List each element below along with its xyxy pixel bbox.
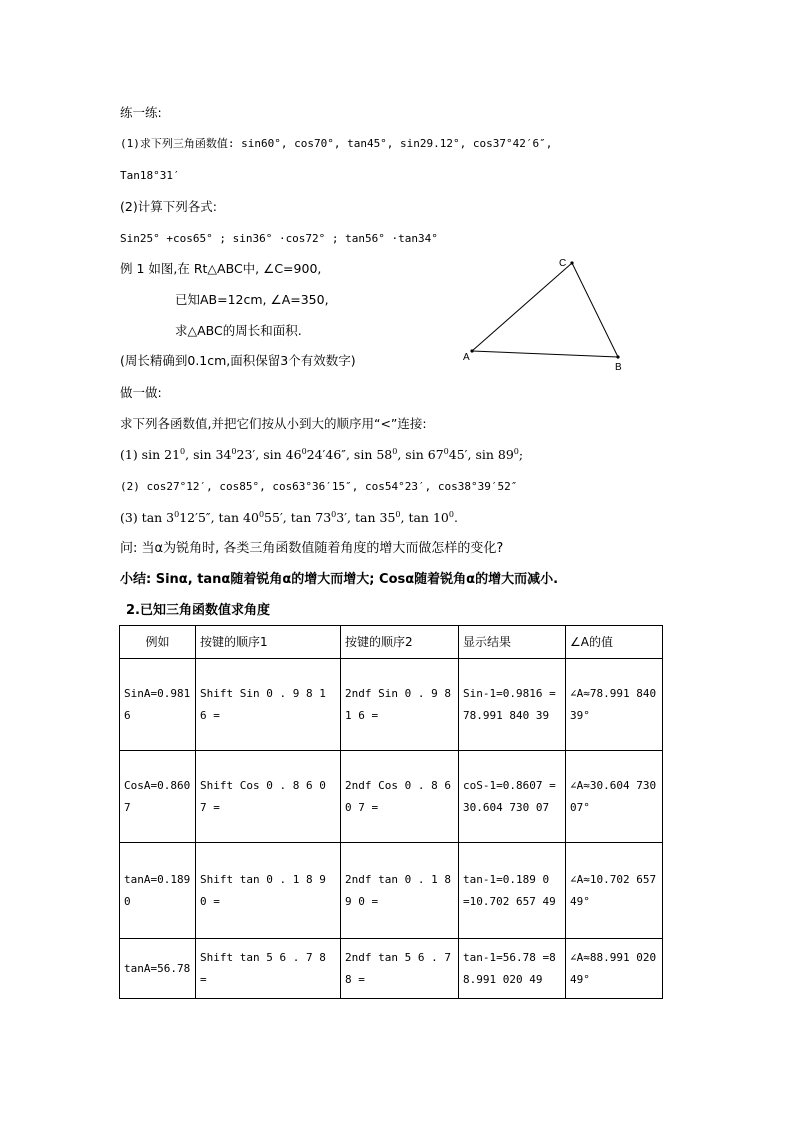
header-angle: ∠A的值	[566, 626, 663, 659]
cell-keys-1: Shift Sin 0 . 9 8 1 6 =	[196, 659, 341, 751]
cell-result: coS-1=0.8607 =30.604 730 07	[459, 751, 566, 843]
cell-example: tanA=56.78	[120, 939, 196, 999]
table-row	[120, 939, 663, 999]
table-row	[120, 659, 663, 751]
doit-summary: 小结: Sinα, tanα随着锐角α的增大而增大; Cosα随着锐角α的增大而减小.	[120, 572, 559, 587]
table-header-row	[120, 626, 663, 659]
example-line-4: (周长精确到0.1cm,面积保留3个有效数字)	[120, 353, 356, 368]
cell-angle: ∠A≈88.991 020 49°	[566, 939, 663, 999]
cell-keys-1: Shift tan 5 6 . 7 8 =	[196, 939, 341, 999]
example-line-3: 求△ABC的周长和面积.	[175, 323, 302, 338]
header-result: 显示结果	[459, 626, 566, 659]
cell-angle: ∠A≈10.702 657 49°	[566, 843, 663, 939]
header-keys-1: 按键的顺序1	[196, 626, 341, 659]
vertex-a-label: A	[463, 352, 470, 363]
triangle-diagram	[460, 255, 635, 375]
vertex-c-label: C	[559, 258, 567, 269]
doit-tan-list: (3) $\tan 3^012'5''$, $\tan 40^055'$, $\tan 73^03'$, $\tan 35^0$, $\tan 10^0$.	[120, 510, 458, 525]
cell-keys-2: 2ndf Sin 0 . 9 8 1 6 =	[341, 659, 459, 751]
side-ac	[472, 263, 572, 351]
table-row	[120, 751, 663, 843]
cell-result: Sin-1=0.9816 =78.991 840 39	[459, 659, 566, 751]
example-line-2: 已知AB=12cm, ∠A=350,	[175, 292, 329, 307]
cell-example: tanA=0.1890	[120, 843, 196, 939]
header-keys-2: 按键的顺序2	[341, 626, 459, 659]
vertex-b-label: B	[615, 362, 622, 373]
doit-cos-list: (2) cos27°12′, cos85°, cos63°36′15″, cos54°23′, cos38°39′52″	[120, 480, 518, 493]
practice-question-1-cont: Tan18°31′	[120, 169, 180, 182]
table-row	[120, 843, 663, 939]
cell-result: tan-1=0.189 0 =10.702 657 49	[459, 843, 566, 939]
cell-keys-2: 2ndf tan 5 6 . 7 8 =	[341, 939, 459, 999]
doit-question: 问: 当α为锐角时, 各类三角函数值随着角度的增大而做怎样的变化?	[120, 541, 504, 556]
practice-question-2: (2)计算下列各式:	[120, 199, 217, 214]
cell-keys-2: 2ndf Cos 0 . 8 6 0 7 =	[341, 751, 459, 843]
doit-sin-list: (1) $\sin 21^0$, $\sin 34^023'$, $\sin 46^024'46''$, $\sin 58^0$, $\sin 67^045'$, $\sin 89^0$;	[120, 447, 524, 462]
practice-question-1: (1)求下列三角函数值: sin60°, cos70°, tan45°, sin29.12°, cos37°42′6″,	[120, 137, 553, 150]
cell-angle: ∠A≈78.991 840 39°	[566, 659, 663, 751]
section-2-title: 2.已知三角函数值求角度	[126, 603, 270, 618]
side-cb	[572, 263, 618, 357]
practice-heading: 练一练:	[120, 105, 162, 120]
cell-keys-1: Shift Cos 0 . 8 6 0 7 =	[196, 751, 341, 843]
cell-example: SinA=0.9816	[120, 659, 196, 751]
doit-instruction: 求下列各函数值,并把它们按从小到大的顺序用“<”连接:	[120, 416, 427, 431]
example-line-1: 例 1 如图,在 Rt△ABC中, ∠C=900,	[120, 261, 322, 276]
cell-result: tan-1=56.78 =88.991 020 49	[459, 939, 566, 999]
cell-example: CosA=0.8607	[120, 751, 196, 843]
cell-keys-2: 2ndf tan 0 . 1 8 9 0 =	[341, 843, 459, 939]
practice-question-2-exprs: Sin25° +cos65° ; sin36° ·cos72° ; tan56° ·tan34°	[120, 232, 438, 245]
doit-heading: 做一做:	[120, 385, 162, 400]
header-example: 例如	[120, 626, 196, 659]
cell-angle: ∠A≈30.604 730 07°	[566, 751, 663, 843]
side-ab	[472, 351, 618, 357]
angle-table	[119, 625, 663, 999]
cell-keys-1: Shift tan 0 . 1 8 9 0 =	[196, 843, 341, 939]
